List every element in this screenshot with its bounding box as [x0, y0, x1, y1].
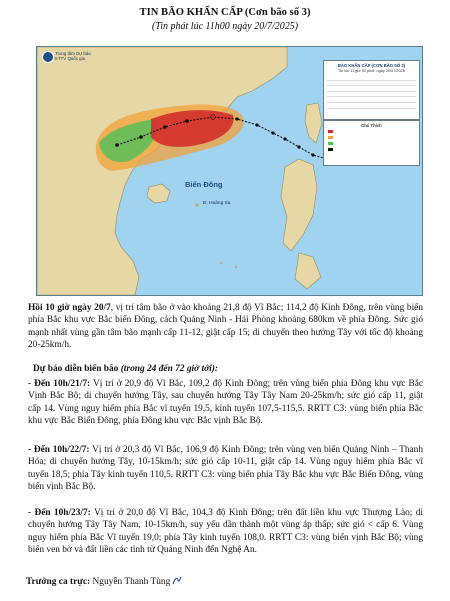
current-position-paragraph	[28, 302, 423, 352]
bulletin-subtitle: (Tin phát lúc 11h00 ngày 20/7/2025)	[151, 21, 299, 32]
forecast-day3-paragraph	[28, 507, 423, 557]
signature-name: Nguyễn Thanh Tùng	[90, 577, 171, 587]
forecast-heading-main: Dự báo diễn biến bão	[33, 364, 119, 374]
forecast-day1-lead: - Đến 10h/21/7:	[28, 379, 91, 389]
current-position-text: , vị trí tâm bão ở vào khoảng 21,8 độ Vĩ Bắc; 114,2 độ Kinh Đông, trên vùng biển phía Bắc khu vực Bắc biển Đông, cách Quảng Ninh - Hải Phòng khoảng 680km về phía Đông. Sức gió mạnh nhất vùng gần tâm bão mạnh cấp 11-12, giật cấp 15; di chuyển theo hướng Tây với tốc độ khoảng 20-25km/h.	[28, 303, 423, 351]
handwritten-signature-mark	[172, 576, 182, 585]
forecast-day2-paragraph	[28, 444, 423, 494]
forecast-table-subtitle: Tin lúc 11 giờ 00 phút, ngày 20/07/2025	[338, 69, 405, 73]
forecast-day2-text: Vị trí ở 20,3 độ Vĩ Bắc, 106,9 độ Kinh Đông; trên vùng ven biển Quảng Ninh – Thanh Hóa; di chuyển hướng Tây, 10-15km/h; sức gió cấp 10-11, giật cấp 14. Vùng nguy hiểm phía Bắc vĩ tuyến 18,5; phía Tây kinh tuyến 110,5. RRTT C3: vùng biển phía Tây Bắc khu vực Bắc Biển Đông, vùng biển vịnh Bắc Bộ.	[28, 445, 424, 493]
legend-title: Chú Thích	[361, 123, 382, 128]
forecast-table	[323, 60, 420, 120]
philippines-south	[295, 253, 321, 289]
signature-line	[26, 576, 182, 587]
mainland	[37, 47, 287, 295]
forecast-heading-sub: (trong 24 đến 72 giờ tới):	[118, 364, 218, 374]
storm-track-map	[36, 46, 423, 296]
signature-label: Trưởng ca trực:	[26, 577, 91, 587]
forecast-table-title: BẢO KHẨN CẤP (CƠN BÃO SỐ 3)	[337, 63, 406, 68]
forecast-heading	[33, 364, 218, 374]
map-legend	[323, 120, 420, 166]
bulletin-title: TIN BÃO KHẨN CẤP (Cơn bão số 3)	[139, 7, 311, 18]
legend-row-track	[328, 146, 419, 152]
forecast-day2-lead: - Đến 10h/22/7:	[28, 445, 90, 455]
paracel-islands-marker	[195, 203, 198, 206]
luzon-island	[281, 159, 317, 251]
forecast-day3-text: Vị trí ở 20,0 độ Vĩ Bắc, 104,3 độ Kinh Đông; trên đất liền khu vực Thượng Lào; di chuyển hướng Tây Tây Nam, 10-15km/h, suy yếu dần thành một vùng áp thấp; sức gió < cấp 6. Vùng nguy hiểm phía Bắc Vĩ tuyến 19,0; phía Tây kinh tuyến 108,0. RRTT C3: vùng biển vịnh Bắc Bộ; vùng biển ven bờ và đất liền các tỉnh từ Quảng Ninh đến Nghệ An.	[28, 508, 423, 556]
forecast-day1-paragraph	[28, 378, 423, 428]
sea-label: Biển Đông	[185, 180, 223, 189]
hainan-island	[147, 184, 170, 203]
spratly-islands-marker	[220, 262, 222, 264]
paracel-label: Đ. Hoàng Sa	[203, 201, 231, 206]
taiwan-island	[305, 103, 322, 143]
forecast-day3-lead: - Đến 10h/23/7:	[28, 508, 91, 518]
agency-logo	[42, 51, 54, 63]
forecast-table-rows	[327, 75, 416, 109]
forecast-day1-text: Vị trí ở 20,9 độ Vĩ Bắc, 109,2 độ Kinh Đông; trên vùng biển phía Đông khu vực Bắc Vịnh Bắc Bộ; di chuyển hướng Tây, sau chuyển hướng Tây Tây Nam 20-25km/h; sức gió cấp 11, giật cấp 14. Vùng nguy hiểm phía Bắc vĩ tuyến 19,5, kinh tuyến 107,5-115,5. RRTT C3: vùng biển phía Bắc khu vực Bắc Biển Đông, phía Đông khu vực Bắc vịnh Bắc Bộ.	[28, 379, 423, 427]
spratly-islands-marker-2	[235, 266, 237, 268]
current-time-lead: Hồi 10 giờ ngày 20/7	[28, 303, 111, 313]
agency-logo-text: Trung tâm Dự báo KTTV Quốc gia	[55, 51, 91, 61]
